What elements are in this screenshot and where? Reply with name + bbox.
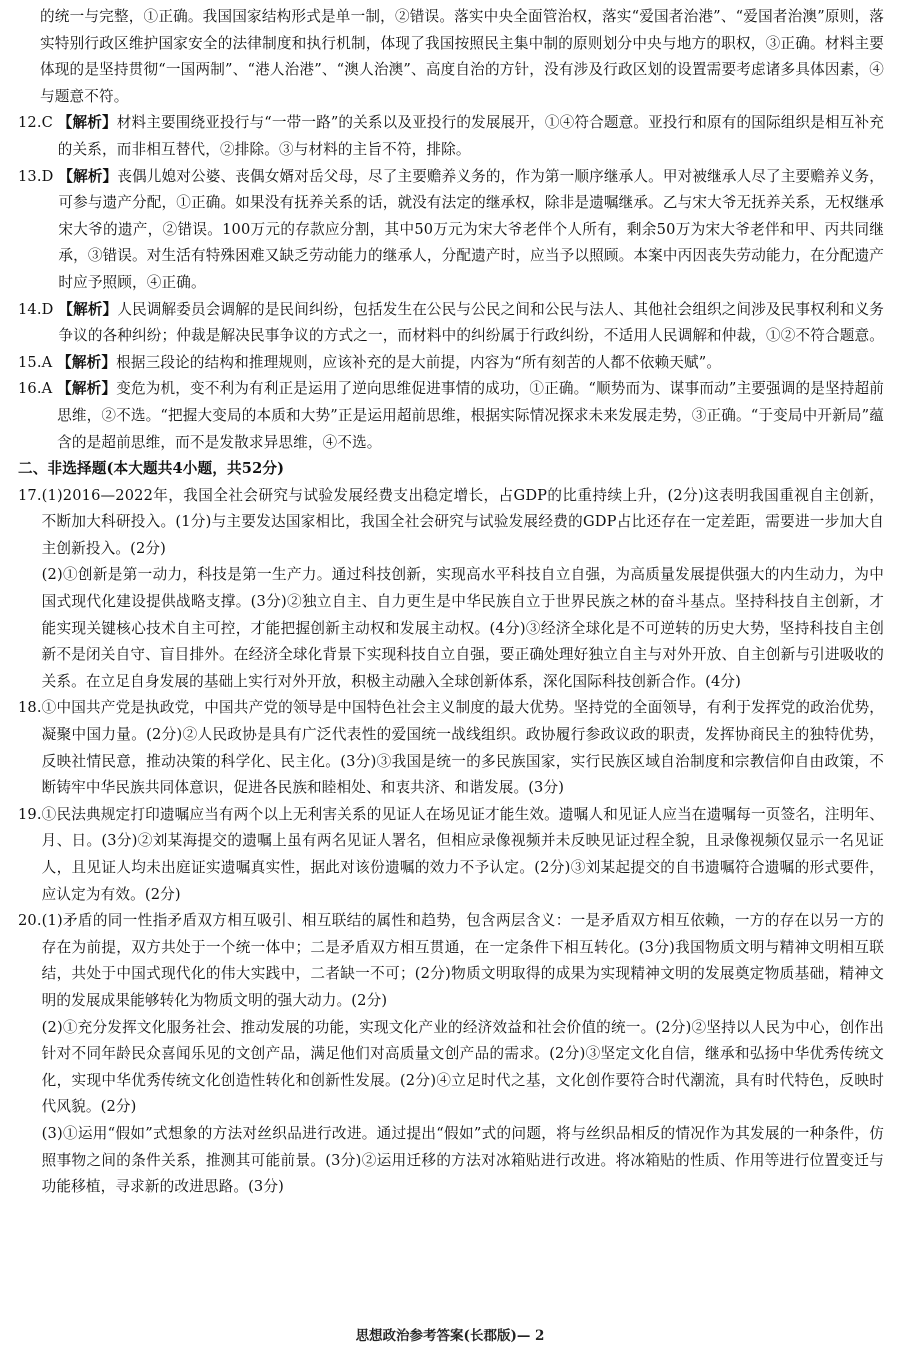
analysis-text: 根据三段论的结构和推理规则，应该补充的是大前提，内容为“所有刻苦的人都不依赖天赋”。 (116, 353, 722, 371)
q17-part-2: (2)①创新是第一动力，科技是第一生产力。通过科技创新，实现高水平科技自立自强，为高质量发展提供强大的内生动力，为中国式现代化建设提供战略支撑。(3分)②独立自主、自力更生是中华民族自立于世界民族之林的奋斗基点。坚持科技自主创新，才能实现关键核心技术自主可控，才能把握创新主动权和发展主动权。(4分)③经济全球化是不可逆转的历史大势，坚持科技自主创新不是闭关自守、盲目排外。在经济全球化背景下实现科技自立自强，要正确处理好独立自主与对外开放、自主创新与引进吸收的关系。在立足自身发展的基础上实行对外开放，积极主动融入全球创新体系，深化国际科技创新合作。(4分) (41, 566, 884, 690)
answer-item-16 (18, 376, 884, 456)
answer-item-18 (18, 695, 884, 801)
answer-item-13 (18, 164, 884, 297)
q17-part-1: (1)2016—2022年，我国全社会研究与试验发展经费支出稳定增长，占GDP的比重持续上升，(2分)这表明我国重视自主创新，不断加大科研投入。(1分)与主要发达国家相比，我国全社会研究与试验发展经费的GDP占比还存在一定差距，需要进一步加大自主创新投入。(2分) (41, 486, 884, 557)
q19-text: ①民法典规定打印遗嘱应当有两个以上无利害关系的见证人在场见证才能生效。遗嘱人和见证人应当在遗嘱每一页签名，注明年、月、日。(3分)②刘某海提交的遗嘱上虽有两名见证人署名，但相应录像视频并未反映见证过程全貌，且录像视频仅显示一名见证人，且见证人均未出庭证实遗嘱真实性，据此对该份遗嘱的效力不予认定。(2分)③刘某起提交的自书遗嘱符合遗嘱的形式要件，应认定为有效。(2分) (41, 805, 884, 903)
item-number: 12.C (18, 114, 53, 132)
answer-item-20 (18, 908, 884, 1201)
item-number: 18. (18, 699, 42, 717)
q20-part-1: (1)矛盾的同一性指矛盾双方相互吸引、相互联结的属性和趋势，包含两层含义：一是矛盾双方相互依赖，一方的存在以另一方的存在为前提，双方共处于一个统一体中；二是矛盾双方相互贯通，在一定条件下相互转化。(3分)我国物质文明与精神文明相互联结，共处于中国式现代化的伟大实践中，二者缺一不可；(2分)物质文明取得的成果为实现精神文明的发展奠定物质基础，精神文明的发展成果能够转化为物质文明的强大动力。(2分) (41, 912, 884, 1009)
q11-continuation: 的统一与完整，①正确。我国国家结构形式是单一制，②错误。落实中央全面管治权，落实“爱国者治港”、“爱国者治澳”原则，落实特别行政区维护国家安全的法律制度和执行机制，体现了我国按照民主集中制的原则划分中央与地方的职权，③正确。材料主要体现的是坚持贯彻“一国两制”、“港人治港”、“澳人治澳”、高度自治的方针，没有涉及行政区划的设置需要考虑诸多具体因素，④与题意不符。 (40, 8, 884, 105)
analysis-tag: 【解析】 (58, 167, 118, 185)
analysis-text: 变危为机，变不利为有利正是运用了逆向思维促进事情的成功，①正确。“顺势而为、谋事而动”主要强调的是坚持超前思维，②不选。“把握大变局的本质和大势”正是运用超前思维，根据实际情况探求未来发展走势，③正确。“于变局中开新局”蕴含的是超前思维，而不是发散求异思维，④不选。 (57, 380, 884, 451)
item-number: 16.A (18, 380, 53, 398)
q20-part-2: (2)①充分发挥文化服务社会、推动发展的功能，实现文化产业的经济效益和社会价值的统一。(2分)②坚持以人民为中心，创作出针对不同年龄民众喜闻乐见的文创产品，满足他们对高质量文创产品的需求。(2分)③坚定文化自信，继承和弘扬中华优秀传统文化，实现中华优秀传统文化创造性转化和创新性发展。(2分)④立足时代之基，文化创作要符合时代潮流，具有时代特色，反映时代风貌。(2分) (41, 1018, 884, 1116)
analysis-text: 人民调解委员会调解的是民间纠纷，包括发生在公民与公民之间和公民与法人、其他社会组织之间涉及民事权利和义务争议的各种纠纷；仲裁是解决民事争议的方式之一，而材料中的纠纷属于行政纠纷，不适用人民调解和仲裁，①②不符合题意。 (58, 300, 884, 345)
item-number: 14.D (18, 300, 54, 318)
item-number: 20. (18, 912, 42, 930)
analysis-tag: 【解析】 (57, 114, 117, 132)
section-title: 二、非选择题(本大题共4小题，共52分) (18, 460, 285, 478)
item-number: 13.D (18, 167, 54, 185)
answer-item-19 (18, 802, 884, 908)
q18-text: ①中国共产党是执政党，中国共产党的领导是中国特色社会主义制度的最大优势。坚持党的全面领导，有利于发挥党的政治优势，凝聚中国力量。(2分)②人民政协是具有广泛代表性的爱国统一战线组织。政协履行参政议政的职责，发挥协商民主的独特优势，反映社情民意，推动决策的科学化、民主化。(3分)③我国是统一的多民族国家，实行民族区域自治制度和宗教信仰自由政策，不断铸牢中华民族共同体意识，促进各民族和睦相处、和衷共济、和谐发展。(3分) (41, 699, 884, 797)
analysis-text: 丧偶儿媳对公婆、丧偶女婿对岳父母，尽了主要赡养义务的，作为第一顺序继承人。甲对被继承人尽了主要赡养义务，可参与遗产分配，①正确。如果没有抚养关系的话，就没有法定的继承权，除非是遗嘱继承。乙与宋大爷无抚养关系，无权继承宋大爷的遗产，②错误。100万元的存款应分割，其中50万元为宋大爷老伴个人所有，剩余50万为宋大爷老伴和甲、丙共同继承，③错误。对生活有特殊困难又缺乏劳动能力的继承人，分配遗产时，应当予以照顾。本案中丙因丧失劳动能力，在分配遗产时应予照顾，④正确。 (58, 167, 884, 291)
item-number: 15.A (18, 353, 53, 371)
q20-part-3: (3)①运用“假如”式想象的方法对丝织品进行改进。通过提出“假如”式的问题，将与丝织品相反的情况作为其发展的一种条件，仿照事物之间的条件关系，推测其可能前景。(3分)②运用迁移的方法对冰箱贴进行改进。将冰箱贴的性质、作用等进行位置变迁与功能移植，寻求新的改进思路。(3分) (41, 1124, 884, 1196)
answer-item-14 (18, 297, 884, 350)
answer-page (18, 4, 884, 1304)
analysis-tag: 【解析】 (57, 380, 117, 398)
page-footer: 思想政治参考答案(长郡版)— 2 (355, 1328, 545, 1344)
answer-item-15 (18, 350, 884, 377)
item-number: 17. (18, 486, 42, 504)
answer-item-17 (18, 483, 884, 696)
analysis-tag: 【解析】 (58, 300, 118, 318)
analysis-tag: 【解析】 (57, 353, 117, 371)
answer-item-12 (18, 110, 884, 163)
analysis-text: 材料主要围绕亚投行与“一带一路”的关系以及亚投行的发展展开，①④符合题意。亚投行和原有的国际组织是相互补充的关系，而非相互替代，②排除。③与材料的主旨不符，排除。 (57, 114, 884, 158)
item-number: 19. (18, 805, 42, 823)
